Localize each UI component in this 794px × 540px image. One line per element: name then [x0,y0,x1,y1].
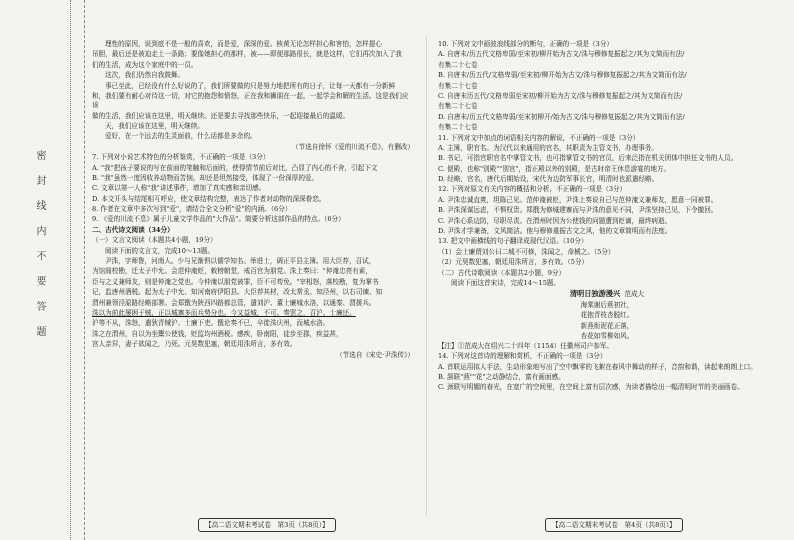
q7-option-d: D. 本文开头与结尾相互呼应，使文章结构完整，表达了作者对动物的深深眷恋。 [92,194,326,203]
q7-option-c: C. 文章以第一人称"我"讲述事件，增加了真实感和亲切感。 [92,184,266,193]
passage-source: （节选自《宋史·尹洙传》） [336,350,414,359]
left-column [92,40,414,516]
poem-line: 新燕衔泥花正落， [580,321,634,330]
binding-line [70,0,71,540]
q12-option-b: B. 尹洙深谋远虑，不惧权贵。郑戬为修城建寨而与尹洙的意见不同，尹洙坚持己见，下令撤回。 [438,206,718,215]
binding-strip [0,0,85,540]
passage-line: 渭州兼领泾原路经略部署。会郑戬为陕西四路都总管，遣刘沪、董士廉城水洛，以通秦、渭援兵。 [92,298,376,307]
question-10: 10. 下列对文中画波浪线部分的断句，正确的一项是（3分） [438,40,614,48]
binding-strip-text: 密 封 线 内 不 要 答 题 [34,150,45,343]
poem-line: 杏花如雪柳如风。 [580,332,634,341]
q10-option-line: 有集二十七卷 [438,60,478,69]
column-divider [426,36,427,516]
section-heading: 二、古代诗文阅读（34分） [92,225,174,234]
story-line: 和，我们要有耐心对待这一切，对它的抱怨和愤怒，正在我和狮朋在一起，一起学会和解的生活。这是我们应该 [92,91,409,110]
passage-line: 记，监唐州酒税。起为太子中允、知河南府伊阳县。大臣荐其材，改太常丞、知泾州，以右司谏、知 [92,288,383,297]
subsection-heading: （一）文言文阅读（本题共4小题，19分） [92,236,217,245]
story-line: 爱好，在一个远去的生灵面前，什么话都是多余的。 [105,132,257,141]
story-source: （节选自徐怀《爱的川流不息》，有删改） [292,142,414,151]
story-line: 天，我们应该在这里，明天继续。 [105,121,204,130]
passage-line: 洙之在渭州，自以为坐鬻公使钱，贬监均州酒税。感疾，卧南阳，徒步至郡，疾益甚， [92,329,343,338]
question-7: 7. 下列对小说艺术特色的分析鉴赏，不正确的一项是（3分） [92,153,270,162]
passage-line: 宫人亲舁，妻子欲闻之，乃死。元昊数犯塞，朝廷用洙所言，多有效。 [92,340,297,349]
story-line: 事已至此，已经没有什么好说的了，我们所要做的只是努力地把所有的日子，让每一天都有一分新鲜 [105,81,396,90]
q13-item-1: （1）会士廉谓刘公曰二城不可修，洙闻之，命械之。（5分） [438,247,615,256]
q11-option-c: C. 便殿，也称"别殿""别宫"，指正殿以外的别殿，是古时帝王休息游宴的地方。 [438,164,671,173]
q10-option-line: 有集二十七卷 [438,81,478,90]
passage-line: 尹洙，字师鲁，河南人。少与兄渐俱以儒学知名。举进士，调正平县主簿。用大臣荐，召试， [105,257,376,266]
question-12: 12. 下列对原文有关内容的概括和分析，不正确的一项是（3分） [438,185,627,194]
q14-option-b: B. 颔联"燕""花"之动静结合，富有画面感。 [438,373,565,382]
story-line: 做的生活，我们应该在这里，明天继续。还是要去寻找那些快乐，一起迎接最后的温暖。 [92,111,350,120]
question-8: 8. 作者在文章中多次写到"爱"，请结合全文分析"爱"的内涵。（6分） [92,205,292,214]
q14-option-a: A. 首联运用拟人手法，生动形象地写出了空中飘零的飞絮在春风中舞动的样子，音韵和谐，读起来朗朗上口。 [438,362,757,371]
passage-line: 洙以为前此屡困于贼，正以城寨多而兵势分也。今又益城，不可。奏罢之，召沪、士廉还。 [92,308,356,317]
poem-author: 范成大 [624,290,645,299]
q12-option-a: A. 尹洙忠诚直爽，坦陈己见。范仲淹被贬，尹洙上奏说自己与范仲淹义兼师友，愿意一同被罪。 [438,195,718,204]
right-column [438,40,776,516]
poem-note: 【注】①范成大在绍兴二十四年（1154）任徽州司户参军。 [438,341,614,350]
reading-instruction: 阅读下面这首宋诗，完成14～15题。 [451,278,561,287]
q13-item-2: （2）元昊数犯塞，朝廷用洙所言，多有效。（5分） [438,258,589,267]
poem-line: 花抱青枝杏脱红。 [580,311,634,320]
passage-line: 臣与之义兼师友，则是仲淹之党也。今仲淹以朋党被罪，臣不可苟免。"宰相怒，落校勘，复为掌书 [92,277,379,286]
passage-line: 沪等不从，洙怒，遣狄青械沪、士廉下吏。戬论奏不已，卒徙洙庆州，而城水洛。 [92,319,330,328]
poem-line: 海棠谢后燕初社， [580,300,634,309]
question-13: 13. 把文中画横线的句子翻译成现代汉语。（10分） [438,237,588,246]
q12-option-d: D. 尹洙才学兼备，文风简洁。他与穆修重振古文之风，他的文章简明而有法度。 [438,227,672,236]
q10-option-line: C. 自唐末历五代/文格卑弱至宋初/柳开始为古文/洙与穆修复振起之/其为文简而有法/ [438,91,683,100]
q14-option-c: C. 颈联写明媚的春光，在宽广的空间里，在空间上富有层次感，为读者描绘出一幅清明时节的美丽画卷。 [438,383,744,392]
q12-option-c: C. 尹洙心系边防，尽职尽责。在渭州时因为公使钱的问题遭到贬谪，最终病逝。 [438,216,672,225]
poem-block [438,289,776,342]
poem-title: 清明日独游漫兴 [569,289,621,299]
story-line: 吊胆，最后还是被迫走上一条路；要像她担心的那样，被——即便那路很长，就是这样，它们再次加入了我 [92,50,402,59]
q11-option-a: A. 主簿，职官名。为汉代以来通用的官名，其职责为主管文书，办理事务。 [438,143,658,152]
page-footer-left: 【高二语文期末考试卷 第3页（共8页）】 [198,518,336,532]
question-14: 14. 下列对这首诗的理解和赏析，不正确的一项是（3分） [438,352,607,361]
story-line: 这次，我们仍然自我鼓舞。 [105,71,185,80]
story-line: 理性的原因，说到底不是一般的喜欢，而是爱，深深的爱。核黄无论怎样担心和害怕，怎样提心 [105,40,382,48]
subsection-heading: （二）古代诗歌阅读（本题共2小题，9分） [438,268,566,277]
question-11: 11. 下列对文中加点的词语相关内容的解说，不正确的一项是（3分） [438,133,640,142]
q10-option-line: B. 自唐末/历五代/文格卑弱/至宋初/柳开始为古文/洙与穆修复振起之/其为文简而有法/ [438,71,687,80]
passage-line: 为馆阁校勘，迁太子中允。会范仲淹贬，敕榜朝堂，戒百官为朋党。洙上奏曰："仲淹忠亮有素， [92,267,372,276]
q10-option-line: D. 自唐末/历五代文格卑弱/至宋初柳开/始为古文/洙与穆修复振起之/其为文简而有法/ [438,112,685,121]
q7-option-b: B. "我"虽然一度因收养动物而苦恼，却还是坦然接受，体现了一份深厚的爱。 [92,173,319,182]
reading-instruction: 阅读下面的文言文，完成10～13题。 [105,246,215,255]
q11-option-b: B. 书记，可指官职官名中掌管文书，也可指掌管文书的官员，后来泛指在机关团体中担任文书的人员。 [438,154,738,163]
q11-option-d: D. 经略，官名，唐代后期始设，宋代为边防军事长官，明清时也派遣经略。 [438,175,659,184]
q7-option-a: A. "我"把孩子要说的写在前面的笔触和后面的，使得情节前后对比，凸显了内心的不舍，引起下文 [92,163,378,172]
story-line: 们的生活，成为这个家庭中的一员。 [92,60,198,69]
q10-option-line: 有集二十七卷 [438,123,478,132]
q10-option-line: A. 自唐末/历五代文格卑弱/至宋初/柳开始为古文/洙与穆修复振起之/其为文简而有法/ [438,50,685,59]
page-footer-right: 【高二语文期末考试卷 第4页（共8页）】 [545,518,683,532]
question-9: 9. 《爱的川流不息》属于儿童文学作品的"大作品"。简要分析这部作品的特点。（6分） [92,215,345,224]
q10-option-line: 有集二十七卷 [438,102,478,111]
